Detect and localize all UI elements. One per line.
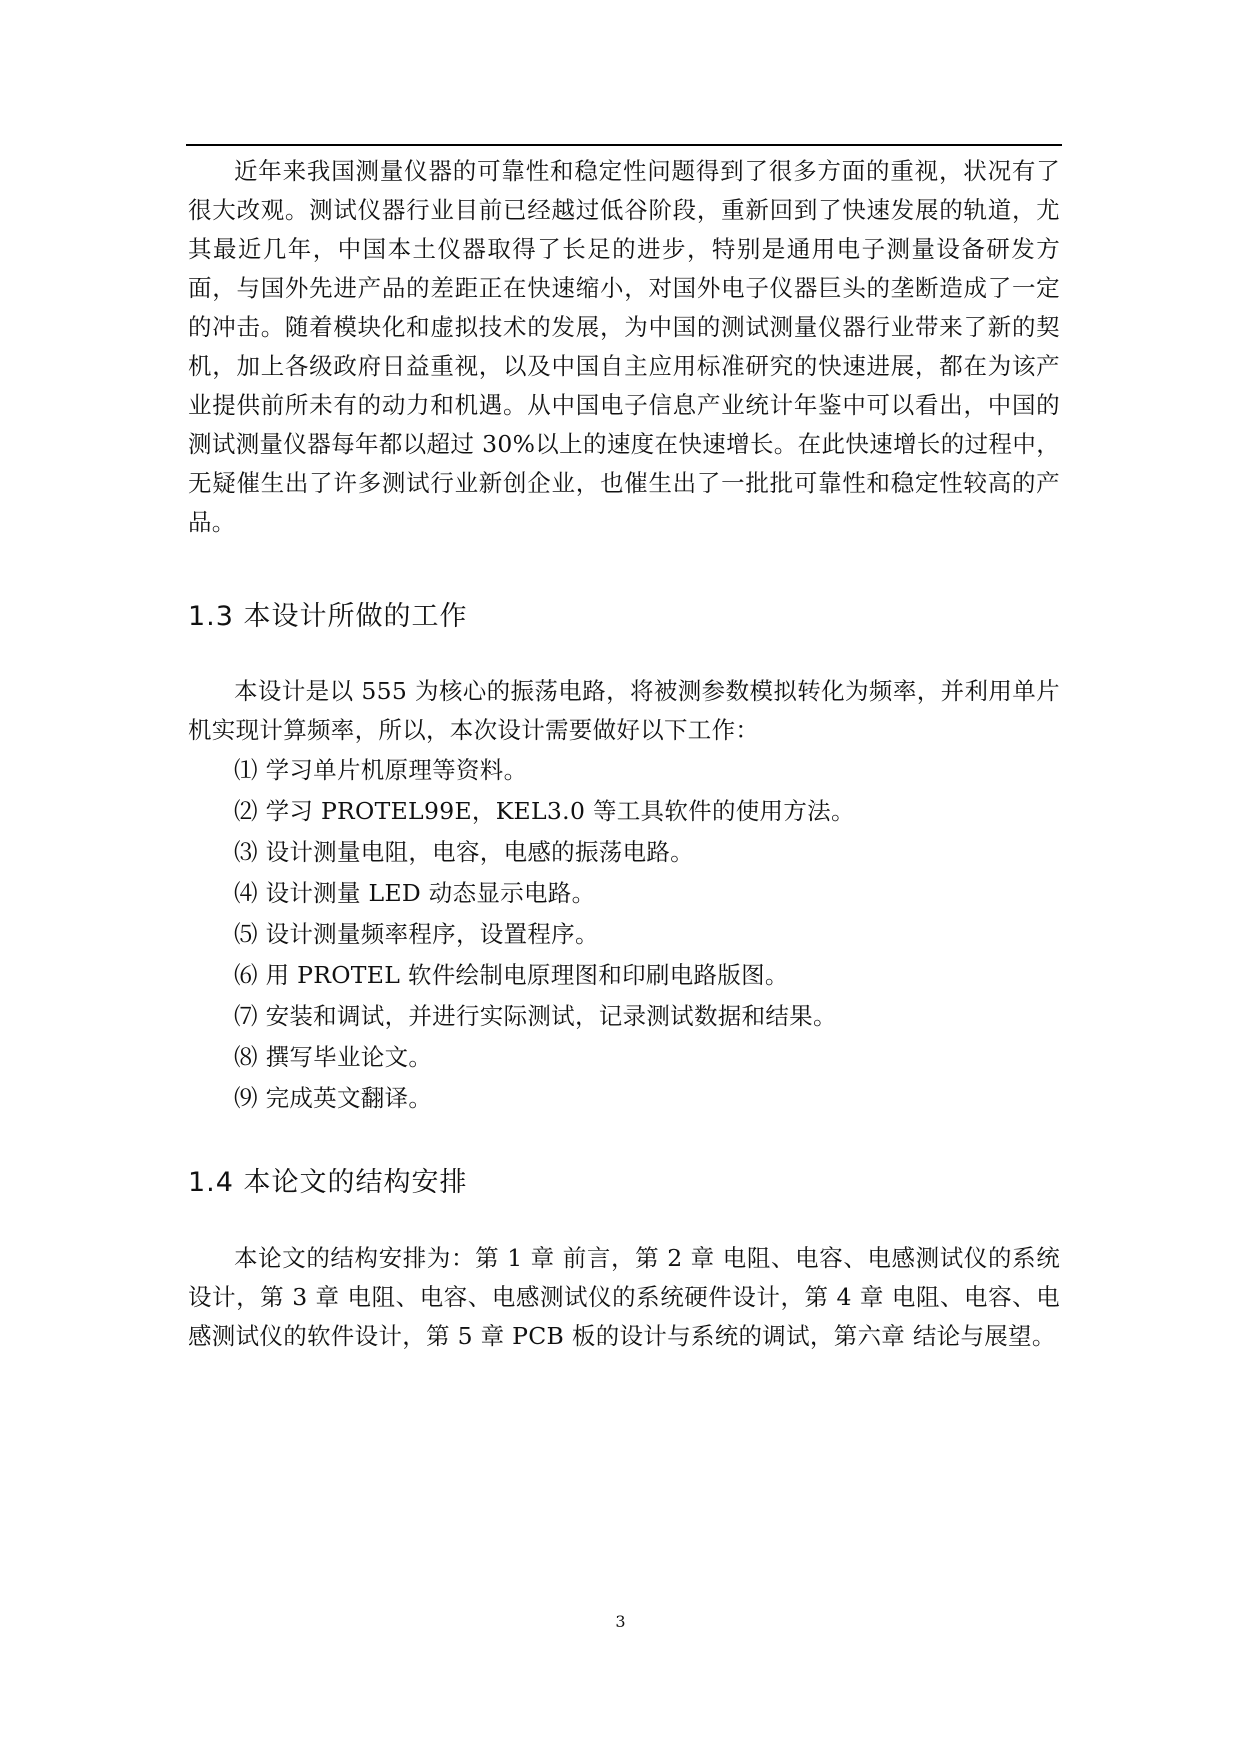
list-item: ⑻ 撰写毕业论文。 [234, 1043, 433, 1071]
section-heading-1-3: 1.3 本设计所做的工作 [188, 601, 468, 632]
structure-paragraph: 本论文的结构安排为：第 1 章 前言，第 2 章 电阻、电容、电感测试仪的系统设计，第 3 章 电阻、电容、电感测试仪的系统硬件设计，第 4 章 电阻、电容、电感测试仪的软件设计，第 5 章 PCB 板的设计与系统的调试，第六章 结论与展望。 [188, 1244, 1060, 1350]
section-1-4-body [188, 1239, 1060, 1356]
list-item: ⑹ 用 PROTEL 软件绘制电原理图和印刷电路版图。 [234, 961, 789, 989]
list-item: ⑷ 设计测量 LED 动态显示电路。 [234, 879, 596, 907]
list-item: ⑵ 学习 PROTEL99E，KEL3.0 等工具软件的使用方法。 [234, 797, 855, 825]
intro-paragraph [188, 152, 1060, 542]
paragraph-text: 近年来我国测量仪器的可靠性和稳定性问题得到了很多方面的重视，状况有了很大改观。测试仪器行业目前已经越过低谷阶段，重新回到了快速发展的轨道，尤其最近几年，中国本土仪器取得了长足的进步，特别是通用电子测量设备研发方面，与国外先进产品的差距正在快速缩小，对国外电子仪器巨头的垄断造成了一定的冲击。随着模块化和虚拟技术的发展，为中国的测试测量仪器行业带来了新的契机，加上各级政府日益重视，以及中国自主应用标准研究的快速进展，都在为该产业提供前所未有的动力和机遇。从中国电子信息产业统计年鉴中可以看出，中国的测试测量仪器每年都以超过 30%以上的速度在快速增长。在此快速增长的过程中，无疑催生出了许多测试行业新创企业，也催生出了一批批可靠性和稳定性较高的产品。 [188, 157, 1060, 536]
list-item: ⑼ 完成英文翻译。 [234, 1084, 433, 1112]
list-item: ⑴ 学习单片机原理等资料。 [234, 756, 528, 784]
list-item: ⑶ 设计测量电阻，电容，电感的振荡电路。 [234, 838, 694, 866]
section-1-3-intro: 本设计是以 555 为核心的振荡电路，将被测参数模拟转化为频率，并利用单片机实现计算频率，所以，本次设计需要做好以下工作： [188, 677, 1060, 744]
list-item: ⑺ 安装和调试，并进行实际测试，记录测试数据和结果。 [234, 1002, 837, 1030]
section-1-3-body [188, 672, 1060, 1119]
task-list [188, 750, 1060, 1119]
list-item: ⑸ 设计测量频率程序，设置程序。 [234, 920, 599, 948]
section-heading-1-4: 1.4 本论文的结构安排 [188, 1167, 468, 1198]
page-number: 3 [615, 1612, 626, 1631]
header-rule [186, 144, 1062, 146]
